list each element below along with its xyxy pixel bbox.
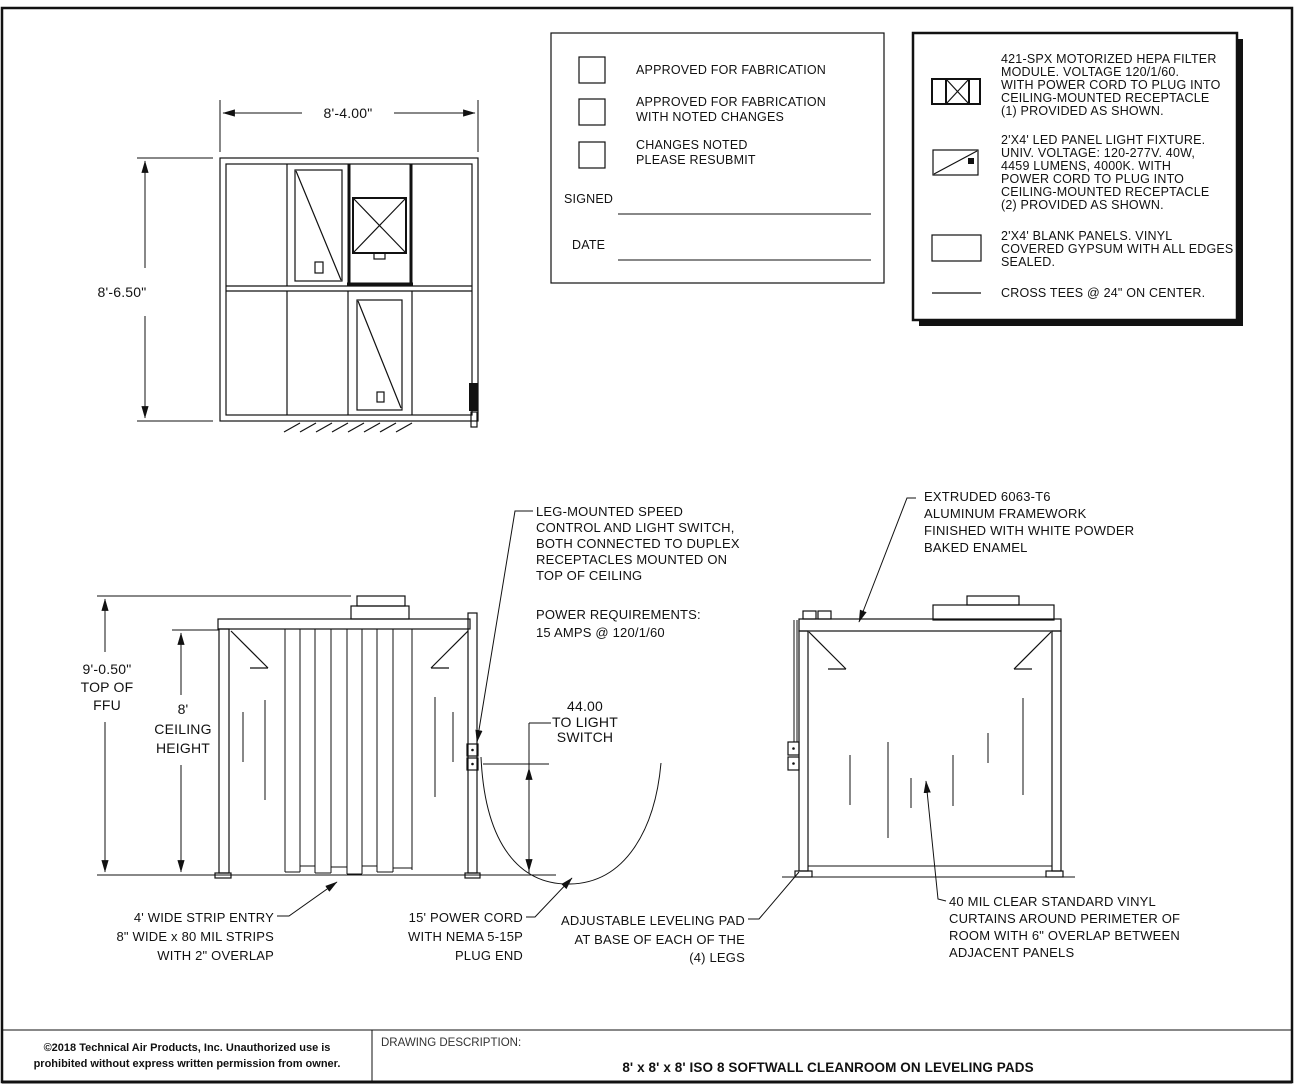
- ceiling-plan-view: [98, 100, 478, 432]
- svg-text:FFU: FFU: [93, 697, 121, 713]
- svg-text:EXTRUDED 6063-T6: EXTRUDED 6063-T6: [924, 489, 1051, 504]
- plan-height-dimension: [98, 158, 213, 421]
- ceiling-height-dimension: [154, 630, 219, 872]
- svg-text:ROOM WITH 6" OVERLAP BETWEEN: ROOM WITH 6" OVERLAP BETWEEN: [949, 928, 1181, 943]
- right-leg: [468, 613, 477, 873]
- svg-text:(2) PROVIDED AS SHOWN.: (2) PROVIDED AS SHOWN.: [1001, 198, 1164, 212]
- svg-text:8" WIDE x 80 MIL STRIPS: 8" WIDE x 80 MIL STRIPS: [116, 929, 274, 944]
- svg-text:ADJUSTABLE LEVELING PAD: ADJUSTABLE LEVELING PAD: [560, 913, 745, 928]
- svg-text:4' WIDE STRIP ENTRY: 4' WIDE STRIP ENTRY: [133, 910, 274, 925]
- svg-text:40 MIL CLEAR STANDARD VINYL: 40 MIL CLEAR STANDARD VINYL: [949, 894, 1156, 909]
- svg-text:SWITCH: SWITCH: [556, 729, 614, 745]
- svg-text:4459 LUMENS, 4000K. WITH: 4459 LUMENS, 4000K. WITH: [1001, 159, 1172, 173]
- svg-text:ALUMINUM FRAMEWORK: ALUMINUM FRAMEWORK: [924, 506, 1087, 521]
- svg-text:(4) LEGS: (4) LEGS: [689, 950, 745, 965]
- copyright-line-2: prohibited without express written permission from owner.: [33, 1058, 341, 1070]
- approval-checkbox-1: [579, 57, 605, 83]
- svg-text:TOP OF CEILING: TOP OF CEILING: [536, 568, 643, 583]
- note-strip-entry: [116, 882, 337, 963]
- side-elevation: [782, 596, 1075, 877]
- svg-text:CEILING: CEILING: [154, 721, 212, 737]
- ceiling-receptacles: [803, 611, 831, 619]
- svg-text:CEILING-MOUNTED RECEPTACLE: CEILING-MOUNTED RECEPTACLE: [1001, 91, 1210, 105]
- power-cord-arc: [481, 757, 661, 884]
- svg-text:MODULE. VOLTAGE 120/1/60.: MODULE. VOLTAGE 120/1/60.: [1001, 65, 1180, 79]
- svg-text:9'-0.50": 9'-0.50": [82, 661, 132, 677]
- left-leg-side: [799, 631, 808, 871]
- svg-text:COVERED GYPSUM WITH ALL EDGES: COVERED GYPSUM WITH ALL EDGES: [1001, 242, 1234, 256]
- drawing-description-label: DRAWING DESCRIPTION:: [381, 1037, 522, 1049]
- corner-gussets: [231, 631, 468, 668]
- svg-text:WITH POWER CORD TO PLUG INTO: WITH POWER CORD TO PLUG INTO: [1001, 78, 1221, 92]
- svg-text:44.00: 44.00: [566, 698, 604, 714]
- svg-text:ADJACENT PANELS: ADJACENT PANELS: [949, 945, 1075, 960]
- svg-text:FINISHED WITH WHITE POWDER: FINISHED WITH WHITE POWDER: [924, 523, 1135, 538]
- legend-cross-tee-text: CROSS TEES @ 24" ON CENTER.: [1001, 286, 1206, 300]
- svg-text:POWER REQUIREMENTS:: POWER REQUIREMENTS:: [536, 607, 701, 622]
- ceiling-frame: [218, 619, 470, 629]
- svg-text:BOTH CONNECTED TO DUPLEX: BOTH CONNECTED TO DUPLEX: [536, 536, 740, 551]
- svg-text:WITH NOTED CHANGES: WITH NOTED CHANGES: [636, 110, 785, 124]
- left-leg: [219, 629, 229, 873]
- legend-box: [913, 33, 1243, 326]
- approval-option-2: [579, 95, 826, 125]
- svg-text:RECEPTACLES MOUNTED ON: RECEPTACLES MOUNTED ON: [536, 552, 728, 567]
- leveling-pad-side: [1046, 871, 1063, 877]
- curtain-seams-side: [850, 698, 1023, 838]
- svg-text:AT BASE OF EACH OF THE: AT BASE OF EACH OF THE: [574, 932, 745, 947]
- conduit: [794, 620, 797, 742]
- note-leg-mounted: [477, 504, 740, 742]
- copyright-line-1: ©2018 Technical Air Products, Inc. Unauthorized use is: [43, 1042, 331, 1054]
- approval-option-1-label: APPROVED FOR FABRICATION: [636, 63, 827, 77]
- ffu-height-dimension: [81, 596, 351, 872]
- signed-field: [564, 192, 871, 214]
- approval-box: [551, 33, 884, 283]
- svg-text:CHANGES NOTED: CHANGES NOTED: [636, 138, 748, 152]
- svg-text:BAKED ENAMEL: BAKED ENAMEL: [924, 540, 1028, 555]
- curtain-seams: [243, 697, 453, 800]
- svg-text:UNIV. VOLTAGE: 120-277V. 40W,: UNIV. VOLTAGE: 120-277V. 40W,: [1001, 146, 1196, 160]
- approval-option-1: [579, 57, 826, 83]
- drawing-title: 8' x 8' x 8' ISO 8 SOFTWALL CLEANROOM ON LEVELING PADS: [622, 1060, 1034, 1075]
- note-power-requirements: [536, 607, 701, 640]
- svg-text:PLUG END: PLUG END: [454, 948, 523, 963]
- svg-text:8': 8': [177, 701, 189, 717]
- strip-curtains: [285, 629, 412, 874]
- plan-height-label: 8'-6.50": [97, 284, 147, 300]
- note-framework: [859, 489, 1134, 622]
- svg-text:APPROVED FOR FABRICATION: APPROVED FOR FABRICATION: [636, 95, 827, 109]
- svg-text:CEILING-MOUNTED RECEPTACLE: CEILING-MOUNTED RECEPTACLE: [1001, 185, 1210, 199]
- svg-text:POWER CORD TO PLUG INTO: POWER CORD TO PLUG INTO: [1001, 172, 1185, 186]
- corner-gussets-side: [809, 632, 1051, 669]
- plan-light-fixture-1: [295, 170, 342, 281]
- svg-text:TO LIGHT: TO LIGHT: [552, 714, 618, 730]
- plan-light-fixture-2: [357, 300, 402, 410]
- svg-text:LEG-MOUNTED SPEED: LEG-MOUNTED SPEED: [536, 504, 684, 519]
- svg-text:421-SPX MOTORIZED HEPA FILTER: 421-SPX MOTORIZED HEPA FILTER: [1001, 52, 1217, 66]
- plan-width-label: 8'-4.00": [323, 105, 373, 121]
- svg-text:2'X4' LED PANEL LIGHT FIXTURE.: 2'X4' LED PANEL LIGHT FIXTURE.: [1001, 133, 1206, 147]
- date-label: DATE: [572, 238, 606, 252]
- svg-text:CURTAINS AROUND PERIMETER OF: CURTAINS AROUND PERIMETER OF: [949, 911, 1181, 926]
- note-power-cord: [408, 878, 572, 963]
- svg-text:15' POWER CORD: 15' POWER CORD: [408, 910, 523, 925]
- speed-control-switch: [467, 744, 478, 770]
- svg-text:WITH NEMA 5-15P: WITH NEMA 5-15P: [408, 929, 523, 944]
- plan-strip-entry-hatch: [284, 423, 412, 432]
- date-field: [572, 238, 871, 260]
- title-block: [2, 1030, 1292, 1082]
- note-leveling-pad: [561, 872, 799, 965]
- ceiling-frame-side: [799, 619, 1061, 631]
- svg-text:2'X4' BLANK PANELS. VINYL: 2'X4' BLANK PANELS. VINYL: [1001, 229, 1173, 243]
- approval-checkbox-2: [579, 99, 605, 125]
- plan-hepa-module: [347, 164, 413, 286]
- approval-checkbox-3: [579, 142, 605, 168]
- plan-width-dimension: [220, 100, 478, 152]
- svg-text:15 AMPS @ 120/1/60: 15 AMPS @ 120/1/60: [536, 625, 665, 640]
- ffu-box-side: [933, 596, 1054, 620]
- svg-text:HEIGHT: HEIGHT: [155, 740, 211, 756]
- speed-control-switch-side: [788, 742, 799, 770]
- svg-text:TOP OF: TOP OF: [80, 679, 134, 695]
- svg-text:PLEASE RESUBMIT: PLEASE RESUBMIT: [636, 153, 756, 167]
- signed-label: SIGNED: [564, 192, 614, 206]
- svg-text:CONTROL AND LIGHT SWITCH,: CONTROL AND LIGHT SWITCH,: [536, 520, 735, 535]
- svg-text:WITH 2" OVERLAP: WITH 2" OVERLAP: [157, 948, 274, 963]
- svg-text:SEALED.: SEALED.: [1001, 255, 1056, 269]
- ffu-box: [351, 596, 409, 619]
- approval-option-3: [579, 138, 756, 168]
- right-leg-side: [1052, 631, 1061, 871]
- svg-text:(1) PROVIDED AS SHOWN.: (1) PROVIDED AS SHOWN.: [1001, 104, 1164, 118]
